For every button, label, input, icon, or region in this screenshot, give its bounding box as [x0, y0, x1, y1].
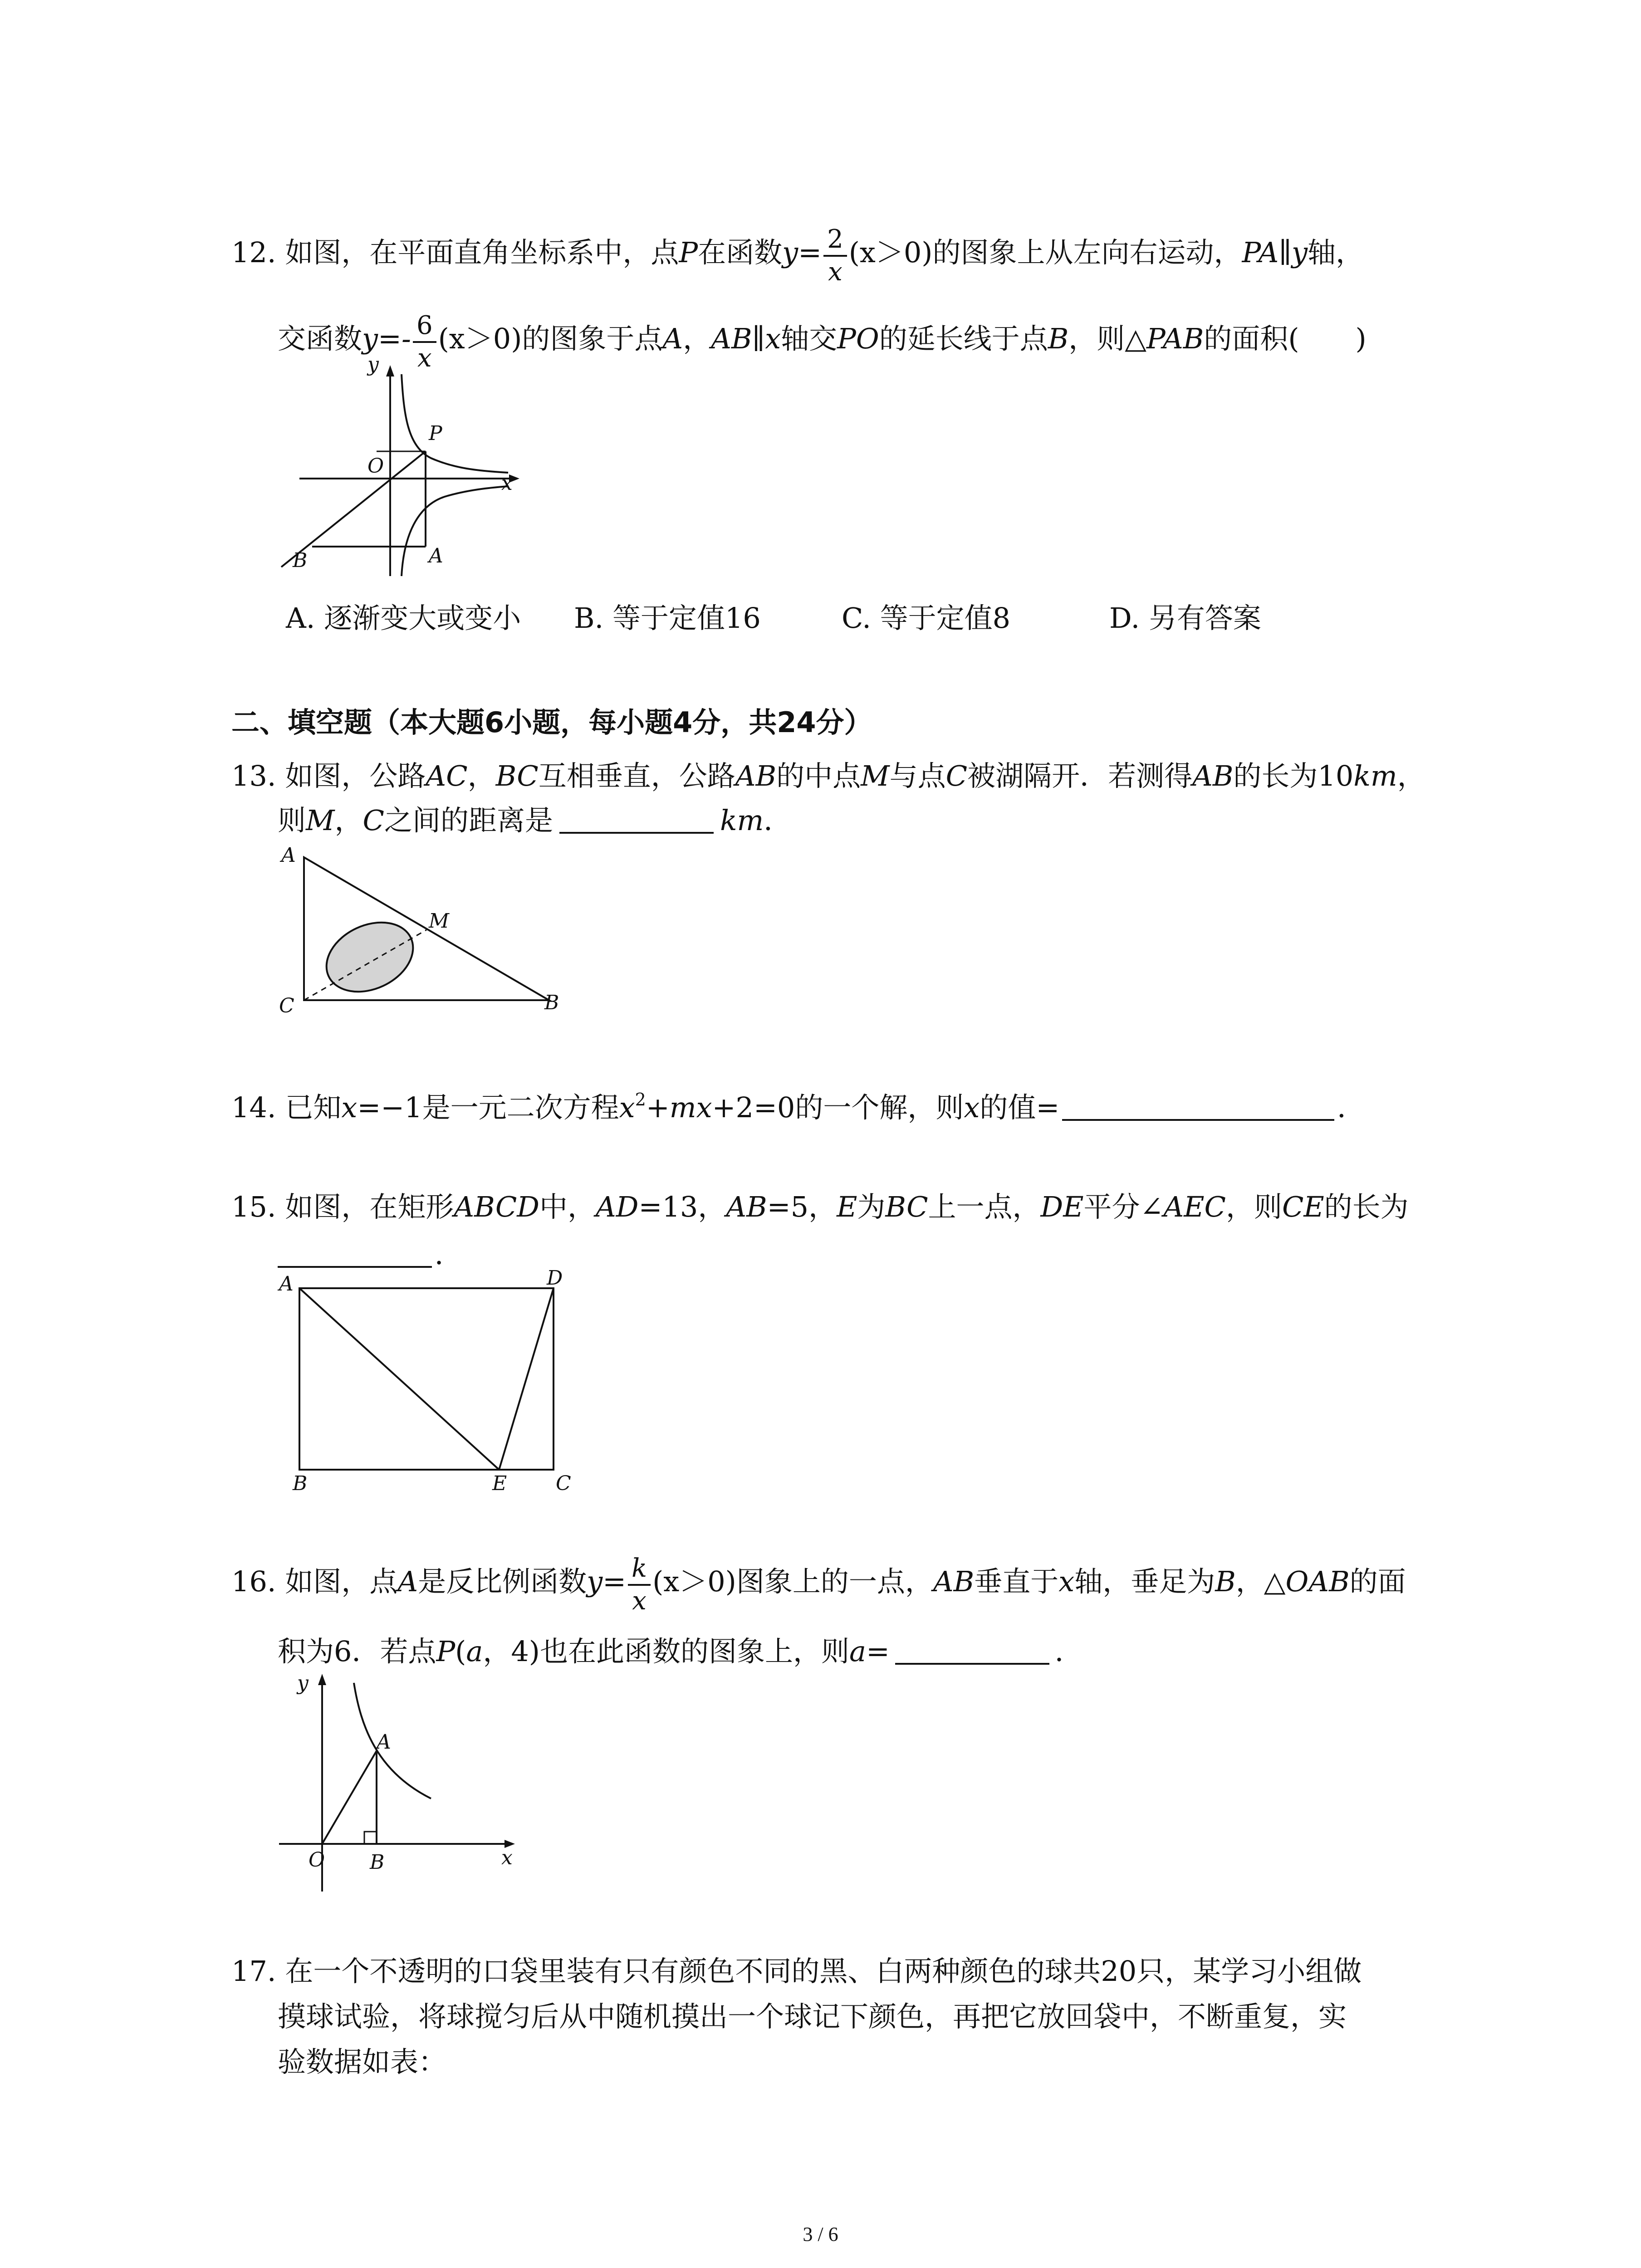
q12-var: PO: [837, 322, 879, 355]
q12-option-b[interactable]: B. 等于定值16: [574, 601, 761, 635]
q15-line2: [278, 1238, 463, 1271]
q14-text: 已知: [285, 1091, 342, 1124]
q12-var: AB: [711, 322, 752, 355]
q14-text: =−1是一元二次方程: [357, 1091, 619, 1124]
q12-text: 轴交: [781, 322, 838, 355]
q12-text: ∥: [1279, 236, 1292, 269]
q13-text: ，: [1397, 759, 1425, 792]
q12-frac-den: x: [417, 343, 432, 373]
q12-var: y=: [782, 236, 822, 269]
q15-fig-label-a: A: [279, 1272, 294, 1295]
q14-number: 14.: [231, 1091, 276, 1124]
q12-line1: [231, 227, 1364, 285]
q15-fig-label-c: C: [556, 1472, 571, 1495]
q13-line2: [278, 804, 792, 837]
q17-text: 摸球试验，将球搅匀后从中随机摸出一个球记下颜色，再把它放回袋中，不断重复，实: [278, 2000, 1347, 2033]
q14-var: mx: [669, 1091, 712, 1124]
q15-var: AB: [726, 1190, 767, 1223]
q13-fig-label-b: B: [544, 991, 559, 1014]
q15-fig-label-e: E: [492, 1472, 507, 1495]
q12-var: PAB: [1146, 322, 1204, 355]
q13-answer-blank[interactable]: [559, 827, 714, 834]
q16-var: OAB: [1285, 1565, 1350, 1598]
q14-line: [231, 1091, 1365, 1122]
q15-text: ．: [435, 1238, 463, 1271]
q13-var: M: [306, 804, 335, 837]
q12-text: 交函数: [278, 322, 362, 355]
q12-fig-label-b: B: [293, 549, 308, 572]
q15-var: DE: [1040, 1190, 1084, 1223]
q14-text: ．: [1337, 1091, 1366, 1124]
q16-number: 16.: [231, 1565, 276, 1598]
q12-number: 12.: [231, 236, 276, 269]
q16-text: 积为6．若点: [278, 1635, 436, 1668]
q13-text: 之间的距离是: [384, 804, 553, 837]
q16-text: ，4)也在此函数的图象上，则: [483, 1635, 849, 1668]
q16-text: 垂直于: [974, 1565, 1059, 1598]
q15-number: 15.: [231, 1190, 276, 1223]
q13-text: 被湖隔开．若测得: [967, 759, 1193, 792]
q13-var: C: [362, 804, 384, 837]
q16-frac-den: x: [632, 1586, 647, 1616]
q13-text: 则: [278, 804, 306, 837]
q16-fig-label-o: O: [309, 1848, 325, 1872]
q13-figure: [272, 844, 572, 1025]
q14-var: x: [964, 1091, 980, 1124]
q16-text: 图象上的一点，: [736, 1565, 933, 1598]
q13-text: ，: [334, 804, 363, 837]
q16-var: AB: [933, 1565, 975, 1598]
q15-text: =5，: [767, 1190, 837, 1223]
q13-text: ．: [764, 804, 792, 837]
q17-line2: [278, 2000, 1347, 2033]
q12-frac-num: 2: [823, 227, 847, 257]
q15-text: ，则: [1225, 1190, 1282, 1223]
q12-text: ，则△: [1068, 322, 1146, 355]
q15-var: AD: [596, 1190, 639, 1223]
q15-var: AEC: [1163, 1190, 1226, 1223]
q16-text: 的面: [1349, 1565, 1406, 1598]
q12-var: B: [1048, 322, 1069, 355]
q17-line3: [278, 2045, 447, 2078]
q13-text: 的长为10: [1233, 759, 1354, 792]
q16-text: =: [866, 1635, 890, 1668]
q15-text: 中，: [539, 1190, 596, 1223]
q15-text: 为: [857, 1190, 886, 1223]
q12-frac-den: x: [828, 257, 843, 287]
q12-text: 轴，: [1308, 236, 1364, 269]
q15-line1: [231, 1190, 1409, 1223]
q12-frac-num: 6: [413, 313, 436, 343]
q13-text: ，: [467, 759, 496, 792]
q12-var: y=-: [362, 322, 411, 355]
q12-text: (x＞0): [438, 322, 522, 355]
q12-text: 的图象于点: [522, 322, 663, 355]
q12-text: (x＞0): [848, 236, 933, 269]
q12-fig-label-x: x: [501, 472, 513, 495]
q14-text: +: [646, 1091, 670, 1124]
q13-var: M: [861, 759, 890, 792]
q12-fig-label-o: O: [367, 455, 384, 478]
q17-text: 在一个不透明的口袋里装有只有颜色不同的黑、白两种颜色的球共20只，某学习小组做: [285, 1955, 1362, 1988]
q12-text: 在函数: [698, 236, 783, 269]
q12-var: P: [679, 236, 698, 269]
q13-text: 如图，公路: [285, 759, 426, 792]
q12-var: PA: [1242, 236, 1279, 269]
q15-text: 的长为: [1324, 1190, 1409, 1223]
q15-fig-label-d: D: [547, 1266, 563, 1290]
q16-var: B: [1215, 1565, 1236, 1598]
q16-var: a: [849, 1635, 866, 1668]
q16-fraction: [628, 1556, 651, 1614]
q16-var: A: [397, 1565, 418, 1598]
q15-text: 上一点，: [928, 1190, 1041, 1223]
q13-fig-label-c: C: [279, 994, 294, 1017]
q16-text: 是反比例函数: [418, 1565, 587, 1598]
q12-var: A: [662, 322, 683, 355]
q14-superscript: 2: [635, 1090, 646, 1110]
q13-text: 互相垂直，公路: [538, 759, 735, 792]
q16-line2: [278, 1637, 1083, 1666]
q16-text: ．: [1054, 1635, 1083, 1668]
q13-fig-label-m: M: [429, 909, 450, 933]
q12-fig-label-y: y: [367, 353, 379, 376]
q12-text: 的面积( ): [1204, 322, 1367, 355]
q12-figure: [272, 349, 544, 585]
q13-var: AB: [735, 759, 777, 792]
q13-var: BC: [495, 759, 539, 792]
q16-var: x: [1058, 1565, 1075, 1598]
q13-var: AC: [426, 759, 468, 792]
q16-text: 轴，垂足为: [1074, 1565, 1215, 1598]
q12-option-c[interactable]: C. 等于定值8: [842, 601, 1011, 635]
q13-var: km: [1353, 759, 1397, 792]
q16-fig-label-y: y: [297, 1672, 309, 1695]
q16-answer-blank[interactable]: [895, 1658, 1049, 1665]
q16-var: a: [466, 1635, 483, 1668]
page-number: 3 / 6: [803, 2223, 838, 2245]
q16-figure: [272, 1662, 526, 1898]
q16-text: (x＞0): [652, 1565, 736, 1598]
q13-var: km: [720, 804, 764, 837]
q16-fig-label-b: B: [370, 1851, 385, 1874]
q13-var: AB: [1192, 759, 1234, 792]
q13-fig-label-a: A: [281, 844, 296, 867]
q16-line1: [231, 1556, 1406, 1614]
q12-option-d[interactable]: D. 另有答案: [1109, 601, 1261, 635]
q15-fig-label-b: B: [293, 1472, 308, 1495]
q14-text: +2=0的一个解，则: [712, 1091, 964, 1124]
q12-text: 如图，在平面直角坐标系中，点: [285, 236, 679, 269]
q13-text: 的中点: [776, 759, 861, 792]
q16-var: y=: [587, 1565, 627, 1598]
q16-frac-num: k: [628, 1556, 651, 1586]
q15-text: 平分∠: [1083, 1190, 1164, 1223]
q12-var: y: [1291, 236, 1308, 269]
q12-fig-label-a: A: [429, 544, 443, 567]
q12-option-a[interactable]: A. 逐渐变大或变小: [286, 601, 521, 635]
q17-line1: [231, 1955, 1362, 1988]
q16-text: (: [455, 1635, 466, 1668]
q14-answer-blank[interactable]: [1062, 1114, 1334, 1121]
q13-var: C: [945, 759, 968, 792]
q17-number: 17.: [231, 1955, 276, 1988]
q17-text: 验数据如表：: [278, 2045, 447, 2078]
q16-text: 如图，点: [285, 1565, 398, 1598]
q12-text: ，: [683, 322, 711, 355]
q13-text: 与点: [889, 759, 946, 792]
q16-fig-label-a: A: [377, 1730, 391, 1754]
q12-var: x: [765, 322, 781, 355]
q12-fraction-1: [823, 227, 847, 285]
q15-var: ABCD: [454, 1190, 539, 1223]
q12-text: 的图象上从左向右运动，: [932, 236, 1242, 269]
q14-var: x: [619, 1091, 635, 1124]
q15-var: CE: [1282, 1190, 1324, 1223]
section-title: 二、填空题（本大题6小题，每小题4分，共24分）: [231, 706, 872, 739]
q15-text: 如图，在矩形: [285, 1190, 454, 1223]
q15-var: BC: [885, 1190, 928, 1223]
q12-text: ∥: [752, 322, 765, 355]
q12-text: 的延长线于点: [879, 322, 1048, 355]
q15-text: =13，: [638, 1190, 726, 1223]
q14-text: 的值=: [980, 1091, 1060, 1124]
q16-text: ，△: [1235, 1565, 1286, 1598]
q13-number: 13.: [231, 759, 276, 792]
q12-fig-label-p: P: [429, 422, 442, 445]
q16-var: P: [436, 1635, 456, 1668]
q13-line1: [231, 759, 1425, 792]
q14-var: x: [341, 1091, 358, 1124]
q15-figure: [272, 1266, 590, 1495]
q16-fig-label-x: x: [501, 1846, 513, 1869]
q15-var: E: [837, 1190, 857, 1223]
